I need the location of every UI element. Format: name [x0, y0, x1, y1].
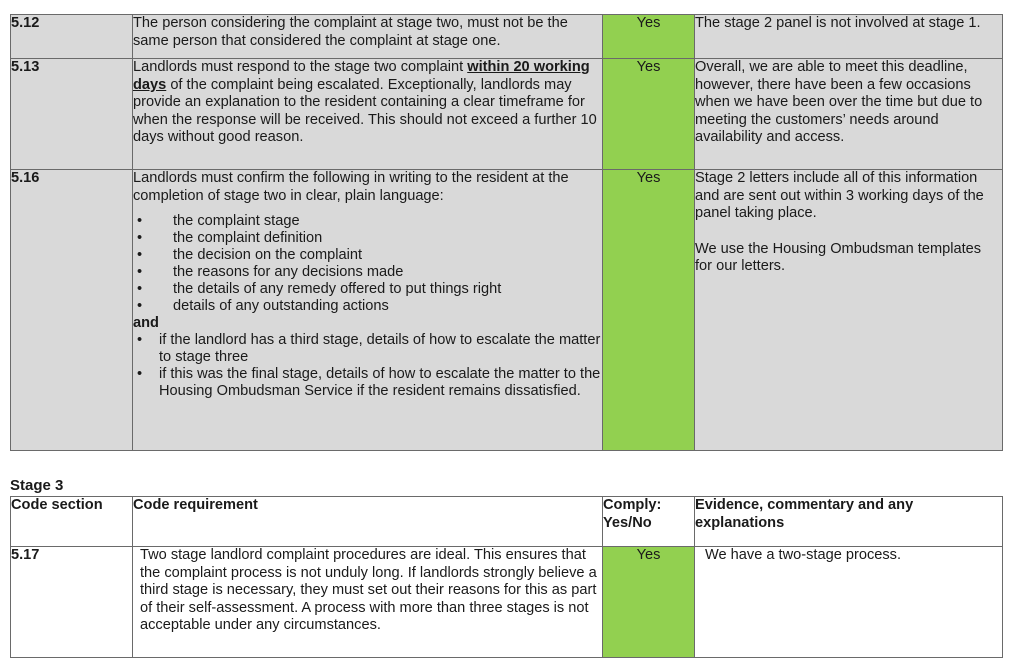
- requirement-cell: [133, 170, 603, 451]
- paragraph-gap: [695, 223, 1002, 241]
- list-item: • the decision on the complaint: [133, 247, 602, 264]
- comply-cell: Yes: [603, 170, 695, 451]
- requirement-cell: Two stage landlord complaint procedures are ideal. This ensures that the complaint process is not unduly long. If landlords strongly believe a third stage is necessary, they must set out their reasons for this as part of their self-assessment. A process with more than three stages is not acceptable under any circumstances.: [133, 547, 603, 658]
- requirement-intro: Landlords must confirm the following in writing to the resident at the completion of stage two in clear, plain language:: [133, 170, 569, 204]
- evidence-cell: [695, 170, 1003, 451]
- list-item: • details of any outstanding actions: [133, 298, 602, 315]
- comply-cell: Yes: [603, 15, 695, 59]
- table-row: [11, 547, 1003, 658]
- header-code: Code section: [11, 497, 133, 547]
- stage3-table: [10, 496, 1003, 658]
- requirement-text: Landlords must respond to the stage two complaint: [133, 59, 468, 75]
- requirement-cell: The person considering the complaint at stage two, must not be the same person that considered the complaint at stage one.: [133, 15, 603, 59]
- requirement-bullet-list: [133, 332, 602, 400]
- and-label: and: [133, 315, 159, 332]
- stage2-table: [10, 14, 1003, 451]
- code-cell: 5.12: [11, 15, 133, 59]
- comply-cell: Yes: [603, 59, 695, 170]
- code-cell: 5.17: [11, 547, 133, 658]
- section-heading: Stage 3: [10, 477, 64, 494]
- comply-cell: Yes: [603, 547, 695, 658]
- list-item: • the details of any remedy offered to put things right: [133, 281, 602, 298]
- list-item: • the complaint definition: [133, 230, 602, 247]
- table-row: [11, 170, 1003, 451]
- table-row: [11, 15, 1003, 59]
- deadline-emphasis: within 20 working days: [133, 59, 590, 93]
- table-row: [11, 59, 1003, 170]
- requirement-cell: [133, 59, 603, 170]
- evidence-cell: The stage 2 panel is not involved at stage 1.: [695, 15, 1003, 59]
- requirement-bullet-list: [133, 213, 602, 315]
- evidence-paragraph: We use the Housing Ombudsman templates for our letters.: [695, 240, 982, 275]
- evidence-paragraph: Stage 2 letters include all of this information and are sent out within 3 working days of the panel taking place.: [695, 170, 984, 222]
- header-comply: Comply: Yes/No: [603, 497, 695, 547]
- list-item: • if the landlord has a third stage, details of how to escalate the matter to stage three: [133, 332, 602, 366]
- list-item: • the reasons for any decisions made: [133, 264, 602, 281]
- code-cell: 5.16: [11, 170, 133, 451]
- header-row: [11, 497, 1003, 547]
- list-item: • if this was the final stage, details of how to escalate the matter to the Housing Ombudsman Service if the resident remains dissatisfied.: [133, 366, 602, 400]
- header-evidence: Evidence, commentary and any explanations: [695, 497, 1003, 547]
- header-requirement: Code requirement: [133, 497, 603, 547]
- requirement-text: of the complaint being escalated. Exceptionally, landlords may provide an explanation to the resident containing a clear timeframe for when the response will be received. This should not exceed a further 10 days without good reason.: [133, 76, 597, 146]
- evidence-cell: Overall, we are able to meet this deadline, however, there have been a few occasions when we have been over the time but due to meeting the customers’ needs around availability and access.: [695, 59, 1003, 170]
- list-item: • the complaint stage: [133, 213, 602, 230]
- code-cell: 5.13: [11, 59, 133, 170]
- evidence-cell: We have a two-stage process.: [695, 547, 1003, 658]
